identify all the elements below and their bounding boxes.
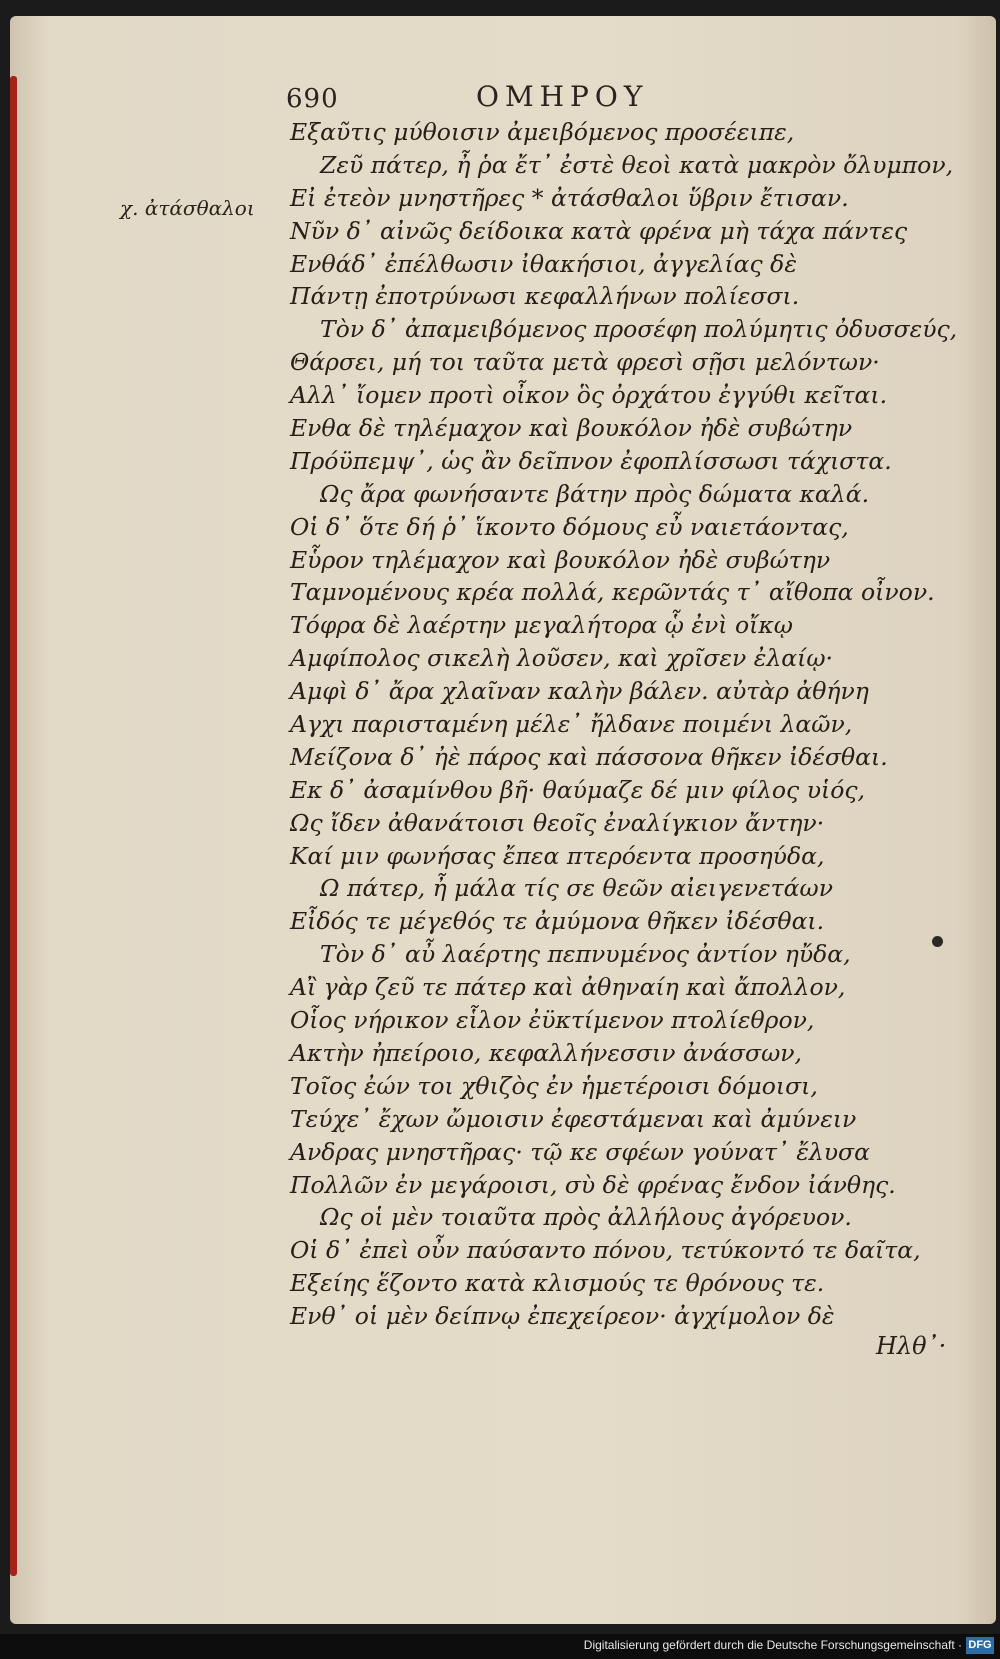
verse-line: Εξαῦτις μύθοισιν ἀμειβόμενος προσέειπε, (290, 118, 795, 146)
verse-line: Αλλ᾽ ἴομεν προτὶ οἶκον ὃς ὀρχάτου ἐγγύθι κεῖται. (290, 381, 888, 410)
verse-line: Οἱ δ᾽ ὅτε δή ῥ᾽ ἵκοντο δόμους εὖ ναιετάοντας, (290, 512, 849, 541)
verse-line: Αγχι παρισταμένη μέλε᾽ ἤλδανε ποιμένι λαῶν, (290, 710, 853, 739)
verse-line: Εξείης ἕζοντο κατὰ κλισμούς τε θρόνους τε. (290, 1269, 825, 1298)
verse-line: Ενθα δὲ τηλέμαχον καὶ βουκόλον ἠδὲ συβώτην (290, 414, 853, 443)
verse-line: Ω πάτερ, ἦ μάλα τίς σε θεῶν αἰειγενετάων (320, 874, 833, 903)
verse-line: Οἱ δ᾽ ἐπεὶ οὖν παύσαντο πόνου, τετύκοντό τε δαῖτα, (290, 1236, 921, 1265)
verse-line: Πάντῃ ἐποτρύνωσι κεφαλλήνων πολίεσσι. (290, 282, 800, 311)
verse-line: Ως οἱ μὲν τοιαῦτα πρὸς ἀλλήλους ἀγόρευον. (320, 1203, 852, 1232)
verse-line: Πολλῶν ἐν μεγάροισι, σὺ δὲ φρένας ἔνδον ἰάνθης. (290, 1170, 896, 1199)
running-head: ΟΜΗΡΟΥ (476, 80, 649, 113)
verse-line: Τὸν δ᾽ ἀπαμειβόμενος προσέφη πολύμητις ὀδυσσεύς, (320, 315, 958, 344)
margin-gloss: χ. ἀτάσθαλοι (120, 196, 255, 220)
verse-line: Καί μιν φωνήσας ἔπεα πτερόεντα προσηύδα, (290, 841, 825, 870)
book-page (10, 16, 996, 1624)
dfg-logo-icon: DFG (966, 1637, 994, 1654)
verse-line: Θάρσει, μή τοι ταῦτα μετὰ φρεσὶ σῇσι μελόντων· (290, 348, 880, 377)
verse-line: Τεύχε᾽ ἔχων ὤμοισιν ἐφεστάμεναι καὶ ἀμύνειν (290, 1104, 857, 1133)
verse-line: Εἶδός τε μέγεθός τε ἀμύμονα θῆκεν ἰδέσθαι. (290, 907, 825, 936)
footer-bar (0, 1634, 1000, 1659)
verse-line: Τοῖος ἐών τοι χθιζὸς ἐν ἡμετέροισι δόμοισι, (290, 1071, 818, 1100)
verse-line: Πρόϋπεμψ᾽, ὡς ἂν δεῖπνον ἐφοπλίσσωσι τάχιστα. (290, 446, 892, 475)
verse-line: Αμφὶ δ᾽ ἄρα χλαῖναν καλὴν βάλεν. αὐτὰρ ἀθήνη (290, 677, 869, 706)
verse-line: Εκ δ᾽ ἀσαμίνθου βῆ· θαύμαζε δέ μιν φίλος υἱός, (290, 775, 865, 804)
catchword: Ηλθ᾽· (876, 1332, 947, 1360)
verse-block (290, 116, 958, 1333)
verse-line: Εἰ ἐτεὸν μνηστῆρες * ἀτάσθαλοι ὕβριν ἔτισαν. (290, 183, 849, 212)
verse-line: Αἲ γὰρ ζεῦ τε πάτερ καὶ ἀθηναίη καὶ ἄπολλον, (290, 973, 846, 1002)
verse-line: Τόφρα δὲ λαέρτην μεγαλήτορα ᾧ ἐνὶ οἴκῳ (290, 611, 793, 640)
verse-line: Εὗρον τηλέμαχον καὶ βουκόλον ἠδὲ συβώτην (290, 545, 831, 574)
verse-line: Νῦν δ᾽ αἰνῶς δείδοικα κατὰ φρένα μὴ τάχα πάντες (290, 216, 908, 245)
verse-line: Ταμνομένους κρέα πολλά, κερῶντάς τ᾽ αἴθοπα οἶνον. (290, 578, 935, 607)
page-number: 690 (286, 84, 339, 114)
verse-line: Ενθάδ᾽ ἐπέλθωσιν ἰθακήσιοι, ἀγγελίας δὲ (290, 249, 797, 278)
red-page-edge (10, 76, 17, 1576)
ink-spot (932, 936, 943, 947)
verse-line: Ζεῦ πάτερ, ἦ ῥα ἔτ᾽ ἐστὲ θεοὶ κατὰ μακρὸν ὄλυμπον, (320, 150, 954, 179)
verse-line: Ως ἴδεν ἀθανάτοισι θεοῖς ἐναλίγκιον ἄντην· (290, 808, 825, 837)
verse-line: Τὸν δ᾽ αὖ λαέρτης πεπνυμένος ἀντίον ηὔδα, (320, 940, 851, 969)
footer-credit: Digitalisierung gefördert durch die Deutsche Forschungsgemeinschaft · (583, 1638, 962, 1652)
verse-line: Οἷος νήρικον εἷλον ἐϋκτίμενον πτολίεθρον, (290, 1006, 815, 1035)
verse-line: Ενθ᾽ οἱ μὲν δείπνῳ ἐπεχείρεον· ἀγχίμολον δὲ (290, 1302, 835, 1331)
verse-line: Αμφίπολος σικελὴ λοῦσεν, καὶ χρῖσεν ἐλαίῳ· (290, 644, 833, 673)
verse-line: Ανδρας μνηστῆρας· τῷ κε σφέων γούνατ᾽ ἔλυσα (290, 1137, 870, 1166)
verse-line: Μείζονα δ᾽ ἠὲ πάρος καὶ πάσσονα θῆκεν ἰδέσθαι. (290, 742, 888, 771)
verse-line: Ακτὴν ἠπείροιο, κεφαλλήνεσσιν ἀνάσσων, (290, 1038, 803, 1067)
verse-line: Ως ἄρα φωνήσαντε βάτην πρὸς δώματα καλά. (320, 479, 870, 508)
